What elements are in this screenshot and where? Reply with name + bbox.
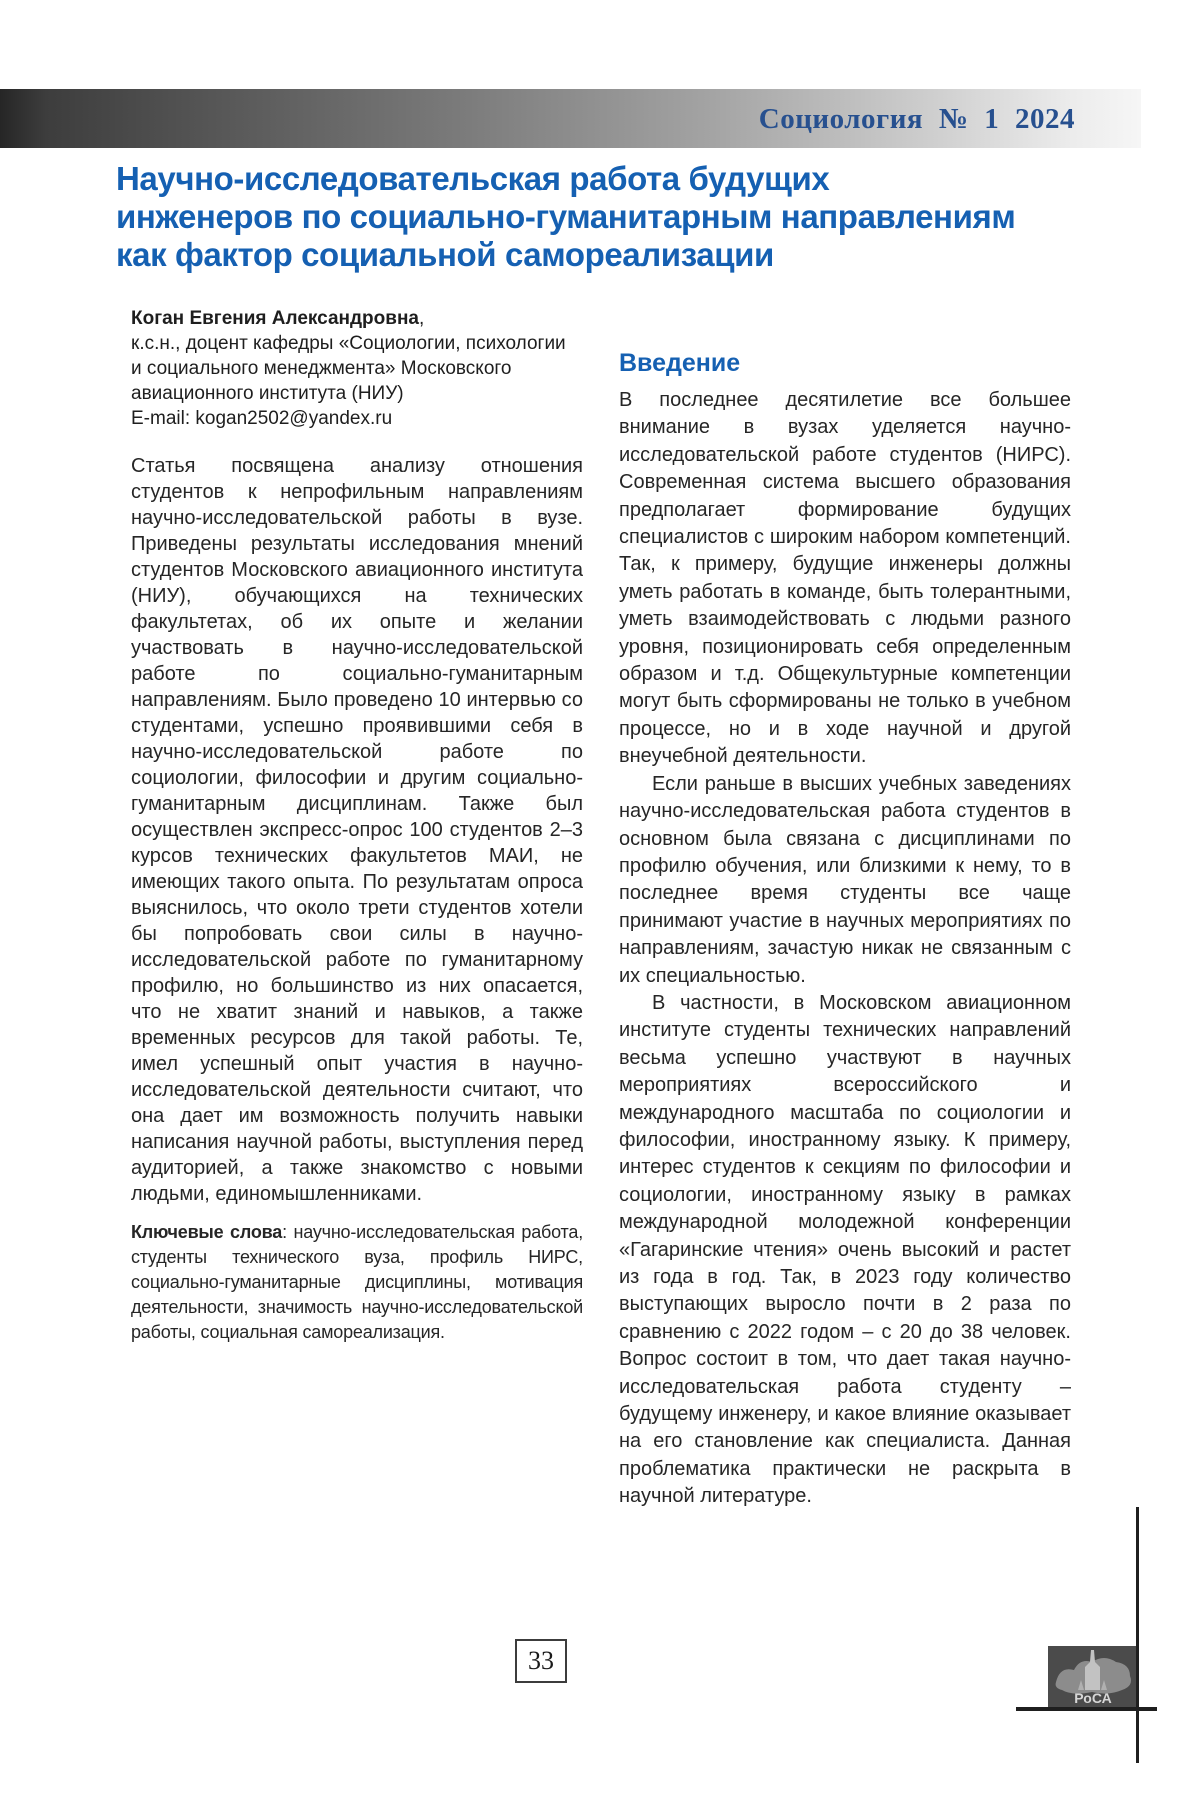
author-affiliation-line: и социального менеджмента» Московского: [131, 358, 512, 379]
page-number: 33: [528, 1646, 554, 1675]
article-title: [116, 160, 1076, 274]
author-name-line: [131, 306, 596, 331]
introduction-paragraph: В частности, в Московском авиационном институте студенты технических направлений весьма успешно участвуют в научных мероприятиях всероссийского и международного масштаба по социологии и философии, иностранному языку. К примеру, интерес студентов к секциям по философии и социологии, иностранному языку в рамках международной молодежной конференции «Гагаринские чтения» очень высокий и растет из года в год. Так, в 2023 году количество выступающих выросло почти в 2 раза по сравнению с 2022 годом – с 20 до 38 человек. Вопрос состоит в том, что дает такая научно-исследовательская работа студенту – будущему инженеру, и какое влияние оказывает на его становление как специалиста. Данная проблематика практически не раскрыта в научной литературе.: [619, 991, 1071, 1508]
keywords-block: [131, 1220, 583, 1345]
author-affiliation-line: авиационного института (НИУ): [131, 383, 404, 404]
keywords-label: Ключевые слова: [131, 1222, 283, 1242]
author-name: Коган Евгения Александровна: [131, 308, 419, 329]
journal-issue-title: Социология № 1 2024: [758, 103, 1075, 135]
crop-mark-horizontal: [1016, 1707, 1157, 1711]
abstract-text: Статья посвящена анализу отношения студентов к непрофильным направлениям научно-исследовательской работы в вузе. Приведены результаты исследования мнений студентов Московского авиационного института (НИУ), обучающихся на технических факультетах, об их опыте и желании участвовать в научно-исследовательской работе по социально-гуманитарным направлениям. Было проведено 10 интервью со студентами, успешно проявившими себя в научно-исследовательской работе по социологии, философии и другим социально-гуманитарным дисциплинам. Также был осуществлен экспресс-опрос 100 студентов 2–3 курсов технических факультетов МАИ, не имеющих такого опыта. По результатам опроса выяснилось, что около трети студентов хотели бы попробовать свои силы в научно-исследовательской работе по гуманитарному профилю, но большинство из них опасается, что не хватит знаний и навыков, а также временных ресурсов для такой работы. Те, имел успешный опыт участия в научно-исследовательской деятельности считают, что она дает им возможность получить навыки написания научной работы, выступления перед аудиторией, а также знакомство с новыми людьми, единомышленниками.: [131, 455, 583, 1205]
right-column: [619, 348, 1071, 1511]
header-gradient-bar: [0, 89, 1141, 148]
rosa-logo-text: РоСА: [1074, 1690, 1112, 1706]
crop-mark-vertical: [1136, 1507, 1139, 1763]
introduction-heading: Введение: [619, 349, 741, 377]
rosa-logo-image: [1048, 1646, 1138, 1709]
article-title-line: инженеров по социально-гуманитарным направлениям: [116, 198, 1016, 235]
author-affiliation-line: к.с.н., доцент кафедры «Социологии, психологии: [131, 333, 566, 354]
article-title-line: Научно-исследовательская работа будущих: [116, 160, 830, 197]
keywords-text: : научно-исследовательская работа, студенты технического вуза, профиль НИРС, социально-гуманитарные дисциплины, мотивация деятельности, значимость научно-исследовательской работы, социальная самореализация.: [131, 1222, 583, 1342]
author-name-comma: ,: [419, 308, 425, 329]
author-block: [131, 306, 596, 431]
introduction-paragraph: Если раньше в высших учебных заведениях научно-исследовательская работа студентов в основном была связана с дисциплинами по профилю обучения, или близкими к нему, то в последнее время студенты все чаще принимают участие в научных мероприятиях по направлениям, зачастую никак не связанным с их специальностью.: [619, 772, 1071, 987]
left-column: [131, 453, 583, 1345]
introduction-paragraph: В последнее десятилетие все большее внимание в вузах уделяется научно-исследовательской работе студентов (НИРС). Современная система высшего образования предполагает формирование будущих специалистов с широким набором компетенций. Так, к примеру, будущие инженеры должны уметь работать в команде, быть толерантными, уметь взаимодействовать с людьми разного уровня, позиционировать себя определенным образом и т.д. Общекультурные компетенции могут быть сформированы не только в учебном процессе, но и в ходе научной и другой внеучебной деятельности.: [619, 389, 1071, 768]
author-email: E-mail: kogan2502@yandex.ru: [131, 408, 393, 429]
article-title-line: как фактор социальной самореализации: [116, 236, 774, 273]
page-number-box: [515, 1639, 567, 1683]
rosa-association-logo: [1048, 1646, 1138, 1709]
